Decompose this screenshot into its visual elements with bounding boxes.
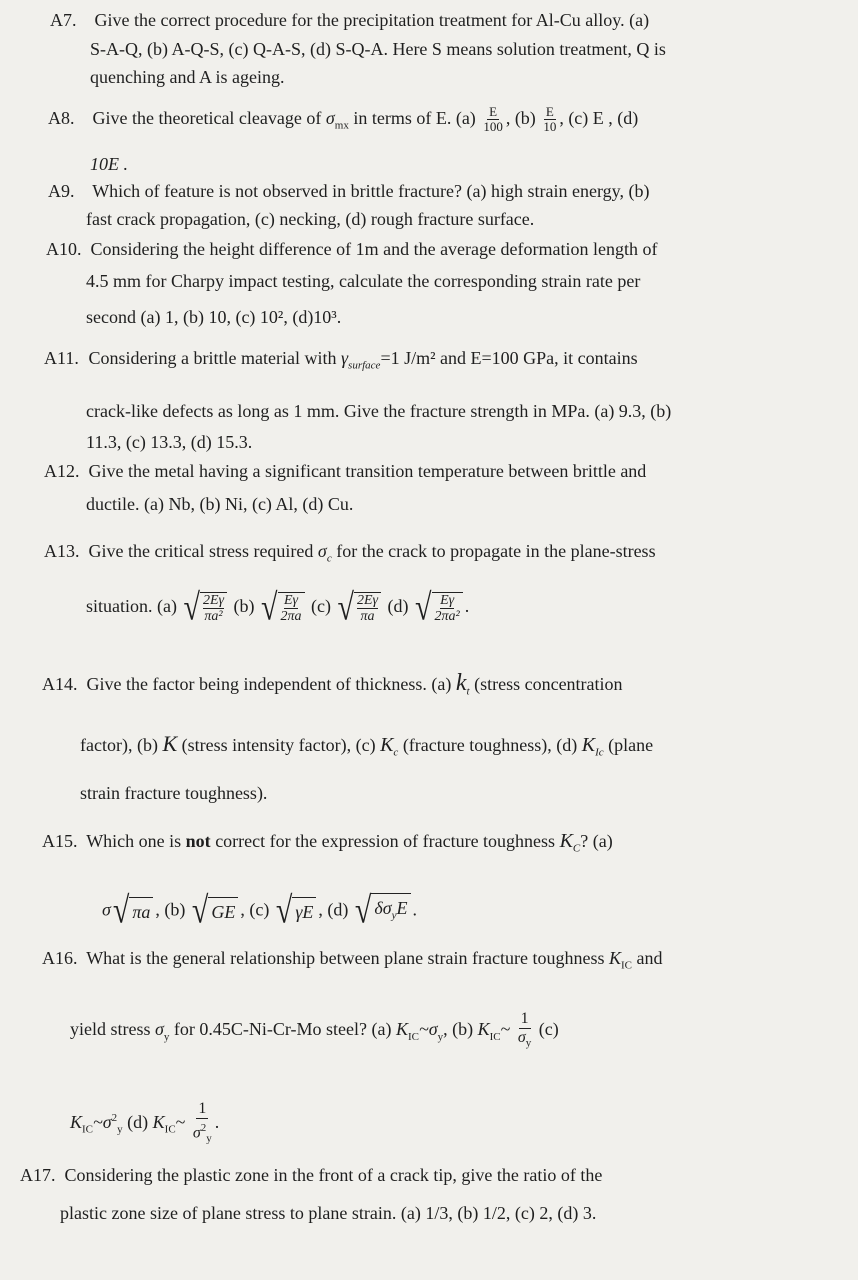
sigma-symbol: σ <box>317 541 327 561</box>
question-number: A12. <box>44 461 80 481</box>
worksheet-page: A7. Give the correct procedure for the precipitation treatment for Al-Cu alloy. (a) S-A-Q, (b) A-Q-S, (c) Q-A-S, (d) S-Q-A. Here S means solution treatment, Q is quenching and A is ageing. A8. Give the theoretical cleavage of $\sigma_{mx}$ in terms of E. (a) $\frac{E}{100}$ , (b) $\frac{E}{10}$ , (c) E , (d) 10E . A9. Which of feature is not observed in brittle fracture? (a) high strain energy, (b) fast crack propagation, (c) necking, (d) rough fracture surface. A10. Considering the height difference of 1m and the average deformation length of 4.5 mm for Charpy impact testing, calculate the corresponding strain rate per second (a) 1, (b) 10, (c) 10², (d)10³. A11. Considering a brittle material with $\gamma_{surface}=1$ J/m² and E=100 GPa, it contains crack-like defects as long as 1 mm. Give the fracture strength in MPa. (a) 9.3, (b) 11.3, (c) 13.3, (d) 15.3. A12. Give the metal having a significant transition temperature between brittle and ductile. (a) Nb, (b) Ni, (c) Al, (d) Cu. A13. Give the critical stress required $\sigma_c$ for the crack to propagate in the plane-stress situation. (a) √ 2Eγ πa² (b) √ Eγ 2πa (c) √ 2Eγ πa (d) √ Eγ 2πa² . A14. Give the factor being independent of thickness. (a) $k_t$ (stress concentration factor), (b) K (stress intensity factor), (c) $K_c$ (fracture toughness), (d) $K_{Ic}$ (plane strain fracture toughness). A15. Which one is not correct for the expression of fracture toughness $K_C$? (a) σ √ πa , (b) √ GE , (c) √ γE , (d) √ $\delta\sigma_yE$ . A16. What is the general relationship between plane strain fracture toughness $K_{IC}$ and yield stress $\sigma_y$ for 0.45C-Ni-Cr-Mo steel? (a) $K_{IC}\sim\sigma_y$, (b) $K_{IC}\sim$ $\frac{1}{\sigma_y}$ (c) $K_{IC}\sim\sigma^2_y$ (d) $K_{IC}\sim$ $\frac{1}{\sigma^2_y}$ . A17. Considering the plastic zone in the front of a crack tip, give the ratio of the plastic zone size of plane stress to plane strain. (a) 1/3, (b) 1/2, (c) 2, (d) 3. <box>0 0 858 1280</box>
question-text: Give the factor being independent of thickness. (a) <box>86 674 452 694</box>
question-number: A7. <box>50 10 77 30</box>
option-label: (b) <box>452 1019 474 1040</box>
question-text: fast crack propagation, (c) necking, (d) rough fracture surface. <box>86 209 535 229</box>
question-text: situation. (a) <box>86 596 177 617</box>
option-b-formula: √ GE <box>192 896 238 926</box>
question-text: , (b) <box>505 108 536 128</box>
option-d-formula: √ Eγ 2πa² <box>415 592 463 624</box>
question-text: (stress concentration <box>474 674 623 694</box>
subscript: y <box>437 1030 444 1043</box>
question-text: second (a) 1, (b) 10, (c) 10², (d)10³. <box>86 307 342 327</box>
k-symbol: K <box>152 1111 165 1132</box>
option-a-formula: √ πa <box>113 896 154 926</box>
subscript: IC <box>407 1030 419 1043</box>
option-label: (d) <box>127 1111 149 1132</box>
fraction: $\frac{E}{100}$ <box>483 104 503 135</box>
question-text: S-A-Q, (b) A-Q-S, (c) Q-A-S, (d) S-Q-A. Here S means solution treatment, Q is <box>90 39 666 59</box>
subscript: IC <box>164 1123 176 1136</box>
question-text: correct for the expression of fracture toughness <box>215 831 556 851</box>
sigma-symbol: σ <box>155 1019 164 1040</box>
punctuation: . <box>464 596 470 617</box>
question-text: Which of feature is not observed in brittle fracture? (a) high strain energy, (b) <box>92 181 650 201</box>
question-number: A14. <box>42 674 78 694</box>
subscript: mx <box>334 119 349 132</box>
question-number: A8. <box>48 108 75 128</box>
question-text: , (c) E , (d) <box>559 108 639 128</box>
fraction: $\frac{1}{\sigma^2_y}$ <box>192 1100 212 1145</box>
option-label: , (c) <box>240 899 270 920</box>
question-text: Which one is <box>86 831 182 851</box>
subscript: t <box>466 685 470 698</box>
subscript: IC <box>621 959 633 972</box>
k-symbol: K <box>581 734 596 756</box>
k-symbol: K <box>162 731 178 756</box>
question-text: 4.5 mm for Charpy impact testing, calculate the corresponding strain rate per <box>86 271 641 291</box>
option-d-formula: √ $\delta\sigma_yE$ <box>355 893 411 930</box>
question-text: Considering a brittle material with <box>88 348 337 368</box>
question-text: Give the theoretical cleavage of <box>92 108 322 128</box>
option-a-formula: √ 2Eγ πa² <box>183 592 227 624</box>
question-text: (stress intensity factor), (c) <box>181 735 376 755</box>
option-label: , (b) <box>155 899 186 920</box>
subscript: C <box>572 842 581 855</box>
k-symbol: K <box>609 948 622 968</box>
subscript: IC <box>82 1123 94 1136</box>
question-text: plastic zone size of plane stress to plane strain. (a) 1/3, (b) 1/2, (c) 2, (d) 3. <box>60 1203 597 1223</box>
sigma-symbol: σ <box>325 108 335 128</box>
question-text: 11.3, (c) 13.3, (d) 15.3. <box>86 432 253 452</box>
emphasis-not: not <box>185 831 211 851</box>
question-text: strain fracture toughness). <box>80 783 268 803</box>
subscript: y <box>163 1030 170 1043</box>
option-label: (c) <box>538 1019 559 1040</box>
subscript: surface <box>348 359 381 372</box>
question-text: quenching and A is ageing. <box>90 67 285 87</box>
question-text: Considering the plastic zone in the front of a crack tip, give the ratio of the <box>64 1165 603 1185</box>
question-text: (plane <box>608 735 654 755</box>
subscript: IC <box>489 1030 501 1043</box>
question-text: Give the critical stress required <box>88 541 314 561</box>
gamma-symbol: γ <box>340 348 349 368</box>
question-text: ? (a) <box>580 831 613 851</box>
k-symbol: K <box>559 830 573 852</box>
question-text: crack-like defects as long as 1 mm. Give the fracture strength in MPa. (a) 9.3, (b) <box>86 401 672 421</box>
option-label: (d) <box>387 596 409 617</box>
question-text: for 0.45C-Ni-Cr-Mo steel? (a) <box>173 1019 392 1040</box>
question-text: =1 J/m² and E=100 GPa, it contains <box>380 348 638 368</box>
sigma-symbol: σ <box>102 899 111 920</box>
question-text: for the crack to propagate in the plane-stress <box>336 541 656 561</box>
question-number: A16. <box>42 948 78 968</box>
punctuation: . <box>214 1111 220 1132</box>
k-symbol: k <box>455 670 467 696</box>
question-number: A10. <box>46 239 82 259</box>
question-text: 10E . <box>90 154 128 174</box>
question-text: and <box>636 948 663 968</box>
question-text: ductile. (a) Nb, (b) Ni, (c) Al, (d) Cu. <box>86 494 354 514</box>
question-text: Give the metal having a significant transition temperature between brittle and <box>88 461 647 481</box>
question-number: A17. <box>20 1165 56 1185</box>
option-c-formula: √ γE <box>276 896 317 926</box>
question-text: factor), (b) <box>80 735 158 755</box>
question-text: in terms of E. (a) <box>353 108 476 128</box>
option-a-formula: ~σ <box>418 1019 438 1040</box>
question-text: yield stress <box>70 1019 151 1040</box>
question-number: A9. <box>48 181 75 201</box>
k-symbol: K <box>477 1019 490 1040</box>
question-number: A11. <box>44 348 79 368</box>
subscript: Ic <box>595 746 604 759</box>
k-symbol: K <box>395 1019 408 1040</box>
subscript: y <box>117 1123 123 1136</box>
question-text: What is the general relationship between plane strain fracture toughness <box>86 948 605 968</box>
subscript: c <box>393 746 399 759</box>
question-text: Considering the height difference of 1m and the average deformation length of <box>90 239 658 259</box>
option-d-formula: ~ <box>175 1111 186 1132</box>
question-text: Give the correct procedure for the precipitation treatment for Al-Cu alloy. (a) <box>94 10 650 30</box>
subscript: c <box>326 552 332 565</box>
option-c-formula: √ 2Eγ πa <box>338 592 382 624</box>
option-c-formula: ~σ <box>93 1111 112 1132</box>
question-number: A15. <box>42 831 78 851</box>
superscript: 2 <box>111 1111 118 1124</box>
punctuation: . <box>412 899 418 920</box>
question-text: (fracture toughness), (d) <box>402 735 578 755</box>
k-symbol: K <box>70 1111 83 1132</box>
option-b-formula: ~ <box>500 1019 511 1040</box>
option-label: (c) <box>311 596 331 617</box>
k-symbol: K <box>380 734 394 756</box>
option-b-formula: √ Eγ 2πa <box>261 592 304 624</box>
fraction: $\frac{1}{\sigma_y}$ <box>517 1010 532 1050</box>
option-label: (b) <box>233 596 255 617</box>
option-label: , (d) <box>318 899 349 920</box>
question-number: A13. <box>44 541 80 561</box>
fraction: $\frac{E}{10}$ <box>543 104 557 135</box>
